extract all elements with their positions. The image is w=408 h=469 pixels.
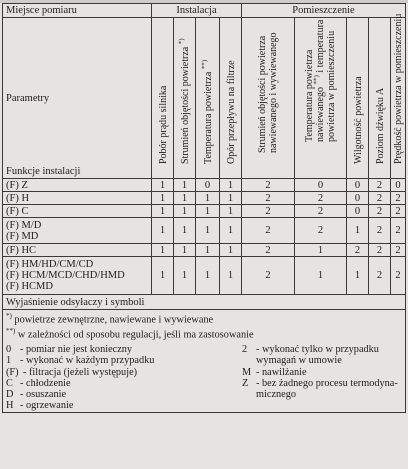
function-cell: (F) H bbox=[3, 192, 152, 205]
col-header-motor-current bbox=[152, 18, 174, 179]
col-header-sound-level bbox=[369, 18, 391, 179]
room-header: Pomieszczenie bbox=[242, 4, 406, 18]
table-row bbox=[3, 244, 406, 257]
value-cell: 1 bbox=[220, 218, 242, 244]
value-cell: 1 bbox=[220, 244, 242, 257]
col-header-supply-exhaust-flow bbox=[242, 18, 295, 179]
value-cell: 1 bbox=[220, 205, 242, 218]
value-cell: 2 bbox=[391, 244, 406, 257]
legend-item: (F) - filtracja (jeżeli występuje) M - nawilżanie bbox=[6, 366, 307, 378]
value-cell: 1 bbox=[347, 257, 369, 295]
value-cell: 2 bbox=[242, 179, 295, 192]
header-row-1 bbox=[3, 4, 406, 18]
col-header-air-temperature bbox=[196, 18, 220, 179]
function-cell bbox=[3, 218, 152, 244]
value-cell: 0 bbox=[196, 179, 220, 192]
legend-note-1: *) powietrze zewnętrzne, nawiewane i wywiewane bbox=[6, 312, 214, 326]
value-cell: 0 bbox=[347, 192, 369, 205]
value-cell: 2 bbox=[369, 205, 391, 218]
value-cell: 0 bbox=[347, 179, 369, 192]
legend-item: D - osuszanie micznego bbox=[6, 389, 297, 400]
value-cell: 2 bbox=[369, 257, 391, 295]
function-label: (F) HM/HD/CM/CD bbox=[6, 259, 94, 270]
legend-item: H - ogrzewanie bbox=[6, 400, 74, 412]
legend-title-row bbox=[3, 295, 406, 310]
value-cell: 1 bbox=[152, 257, 174, 295]
function-cell: (F) C bbox=[3, 205, 152, 218]
value-cell: 1 bbox=[196, 205, 220, 218]
function-cell bbox=[3, 257, 152, 295]
measurement-place-header: Miejsce pomiaru bbox=[3, 4, 152, 18]
col-header-text: Wilgotność powietrza bbox=[352, 76, 364, 164]
legend-item: 1 - wykonać w każdym przypadku wymagań w umowie bbox=[6, 355, 342, 367]
value-cell: 2 bbox=[295, 192, 347, 205]
function-label: (F) HCM/MCD/CHD/HMD bbox=[6, 270, 125, 281]
installation-functions-label: Funkcje instalacji bbox=[6, 166, 81, 177]
value-cell: 2 bbox=[242, 244, 295, 257]
value-cell: 1 bbox=[152, 192, 174, 205]
col-header-text: Temperatura powietrza nawiewanego **) i temperatura powietrza w pomieszczeniu bbox=[303, 19, 337, 142]
col-header-text: Prędkość powietrza w pomieszczeniu bbox=[393, 13, 404, 164]
value-cell: 2 bbox=[369, 244, 391, 257]
value-cell: 1 bbox=[196, 192, 220, 205]
legend-row bbox=[3, 310, 406, 413]
value-cell: 1 bbox=[174, 218, 196, 244]
table-row bbox=[3, 192, 406, 205]
value-cell: 2 bbox=[369, 192, 391, 205]
col-header-text: Strumień objętości powietrza *) bbox=[177, 38, 191, 164]
value-cell: 0 bbox=[295, 179, 347, 192]
value-cell: 1 bbox=[174, 205, 196, 218]
value-cell: 2 bbox=[369, 179, 391, 192]
header-row-2 bbox=[3, 18, 406, 179]
value-cell: 0 bbox=[391, 179, 406, 192]
function-cell: (F) HC bbox=[3, 244, 152, 257]
parameters-header bbox=[3, 18, 152, 179]
value-cell: 2 bbox=[242, 205, 295, 218]
value-cell: 1 bbox=[174, 257, 196, 295]
value-cell: 2 bbox=[242, 257, 295, 295]
table-row bbox=[3, 179, 406, 192]
col-header-text: Pobór prądu silnika bbox=[157, 85, 169, 164]
value-cell: 1 bbox=[152, 179, 174, 192]
col-header-filter-resistance bbox=[220, 18, 242, 179]
value-cell: 2 bbox=[347, 244, 369, 257]
col-header-supply-room-temperature bbox=[295, 18, 347, 179]
value-cell: 2 bbox=[242, 192, 295, 205]
legend-item: C - chłodzenie Z - bez żadnego procesu termodyna- bbox=[6, 377, 398, 389]
col-header-text: Temperatura powietrza **) bbox=[200, 59, 214, 164]
value-cell: 1 bbox=[152, 218, 174, 244]
value-cell: 1 bbox=[347, 218, 369, 244]
value-cell: 1 bbox=[152, 205, 174, 218]
value-cell: 1 bbox=[220, 192, 242, 205]
value-cell: 2 bbox=[391, 257, 406, 295]
function-label: (F) MD bbox=[6, 230, 39, 242]
value-cell: 1 bbox=[174, 179, 196, 192]
value-cell: 2 bbox=[369, 218, 391, 244]
col-header-text: Strumień objętości powietrza nawiewanego i wywiewanego bbox=[257, 32, 279, 153]
value-cell: 1 bbox=[295, 244, 347, 257]
value-cell: 2 bbox=[242, 218, 295, 244]
col-header-humidity bbox=[347, 18, 369, 179]
value-cell: 2 bbox=[295, 205, 347, 218]
function-label: (F) HCMD bbox=[6, 281, 53, 292]
value-cell: 1 bbox=[174, 244, 196, 257]
value-cell: 2 bbox=[391, 205, 406, 218]
value-cell: 2 bbox=[295, 218, 347, 244]
value-cell: 1 bbox=[196, 257, 220, 295]
table-row bbox=[3, 205, 406, 218]
measurement-table bbox=[2, 3, 406, 413]
col-header-air-volume-flow bbox=[174, 18, 196, 179]
legend-item: 0 - pomiar nie jest konieczny 2 - wykonać tylko w przypadku bbox=[6, 344, 379, 356]
legend-note-2: **) w zależności od sposobu regulacji, jeśli ma zastosowanie bbox=[6, 326, 254, 341]
function-cell: (F) Z bbox=[3, 179, 152, 192]
value-cell: 0 bbox=[347, 205, 369, 218]
value-cell: 1 bbox=[220, 257, 242, 295]
value-cell: 1 bbox=[152, 244, 174, 257]
table-row bbox=[3, 257, 406, 295]
legend-body bbox=[3, 310, 406, 413]
value-cell: 1 bbox=[174, 192, 196, 205]
value-cell: 2 bbox=[391, 218, 406, 244]
value-cell: 1 bbox=[196, 218, 220, 244]
installation-header: Instalacja bbox=[152, 4, 242, 18]
parameters-label: Parametry bbox=[6, 92, 50, 104]
col-header-text: Poziom dźwięku A bbox=[374, 87, 386, 164]
value-cell: 1 bbox=[196, 244, 220, 257]
col-header-text: Opór przepływu na filtrze bbox=[225, 60, 237, 164]
legend-title: Wyjaśnienie odsyłaczy i symboli bbox=[3, 295, 406, 310]
value-cell: 1 bbox=[220, 179, 242, 192]
value-cell: 1 bbox=[295, 257, 347, 295]
function-label: (F) M/D bbox=[6, 219, 42, 231]
table-row bbox=[3, 218, 406, 244]
value-cell: 2 bbox=[391, 192, 406, 205]
col-header-room-air-velocity bbox=[391, 13, 406, 179]
